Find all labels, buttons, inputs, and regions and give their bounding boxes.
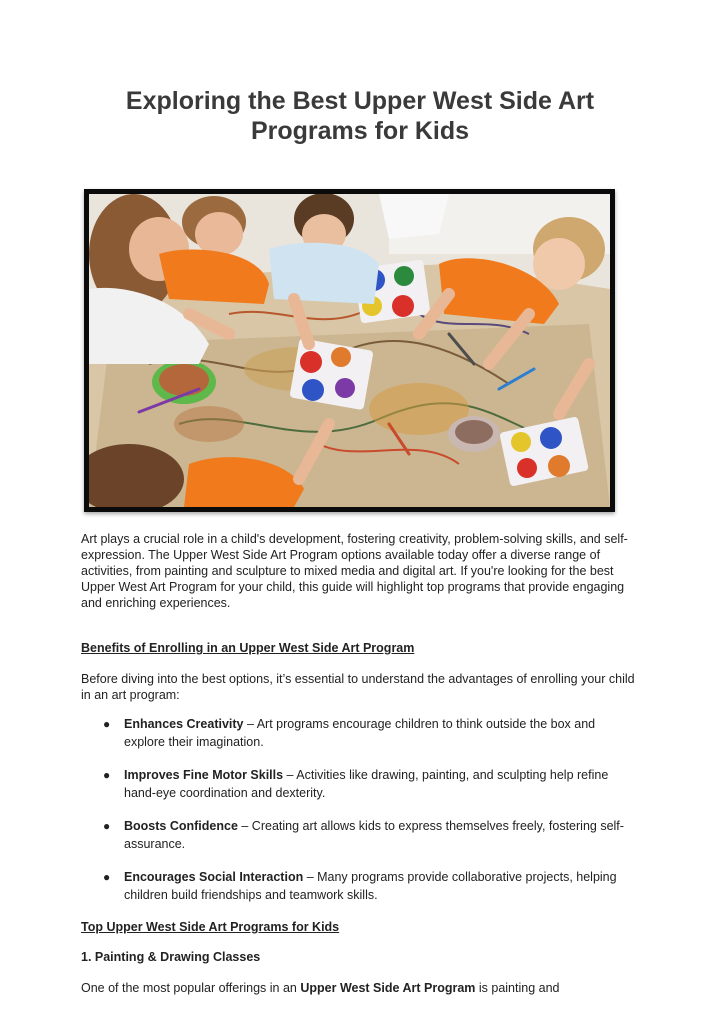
benefits-heading: Benefits of Enrolling in an Upper West Side Art Program bbox=[81, 641, 415, 655]
section-1-heading: 1. Painting & Drawing Classes bbox=[81, 950, 261, 964]
benefit-term: Improves Fine Motor Skills bbox=[124, 768, 284, 782]
benefit-term: Boosts Confidence bbox=[124, 819, 238, 833]
top-programs-heading: Top Upper West Side Art Programs for Kids bbox=[81, 920, 340, 934]
benefit-description: – Art programs encourage children to think outside the box and explore their imagination. bbox=[124, 717, 596, 749]
section-1-text-bold: Upper West Side Art Program bbox=[300, 981, 476, 995]
benefit-text bbox=[124, 715, 624, 751]
section-1-text-end: is painting and bbox=[475, 981, 560, 995]
intro-paragraph: Art plays a crucial role in a child's development, fostering creativity, problem-solving skills, and self-expression. The Upper West Side Art Program options available today offer a diverse range of activities, from painting and sculpture to mixed media and digital art. If you're looking for the best Upper West Art Program for your child, this guide will highlight top programs that provide engaging and enriching experiences. bbox=[81, 532, 628, 610]
bullet-dot: ● bbox=[103, 870, 111, 884]
bullet-dot: ● bbox=[103, 768, 111, 782]
page-title-line-1: Exploring the Best Upper West Side Art bbox=[125, 87, 595, 115]
bullet-dot: ● bbox=[103, 819, 111, 833]
benefit-description: – Activities like drawing, painting, and sculpting help refine hand-eye coordination and dexterity. bbox=[124, 768, 609, 800]
benefit-description: – Creating art allows kids to express themselves freely, fostering self-assurance. bbox=[124, 819, 624, 851]
section-1-paragraph bbox=[81, 980, 646, 996]
benefit-term: Encourages Social Interaction bbox=[124, 870, 304, 884]
hero-photo-illustration bbox=[89, 194, 610, 507]
benefit-description: – Many programs provide collaborative projects, helping children build friendships and teamwork skills. bbox=[124, 870, 617, 902]
page-title-line-2: Programs for Kids bbox=[250, 117, 470, 145]
section-1-text-start: One of the most popular offerings in an bbox=[81, 981, 301, 995]
benefit-text bbox=[124, 868, 624, 904]
benefit-text bbox=[124, 766, 624, 802]
hero-photo bbox=[84, 189, 615, 512]
page-title bbox=[80, 86, 640, 146]
benefit-term: Enhances Creativity bbox=[124, 717, 244, 731]
bullet-dot: ● bbox=[103, 717, 111, 731]
benefit-text bbox=[124, 817, 624, 853]
benefits-intro-paragraph: Before diving into the best options, it’s essential to understand the advantages of enrolling your child in an art program: bbox=[81, 672, 635, 702]
